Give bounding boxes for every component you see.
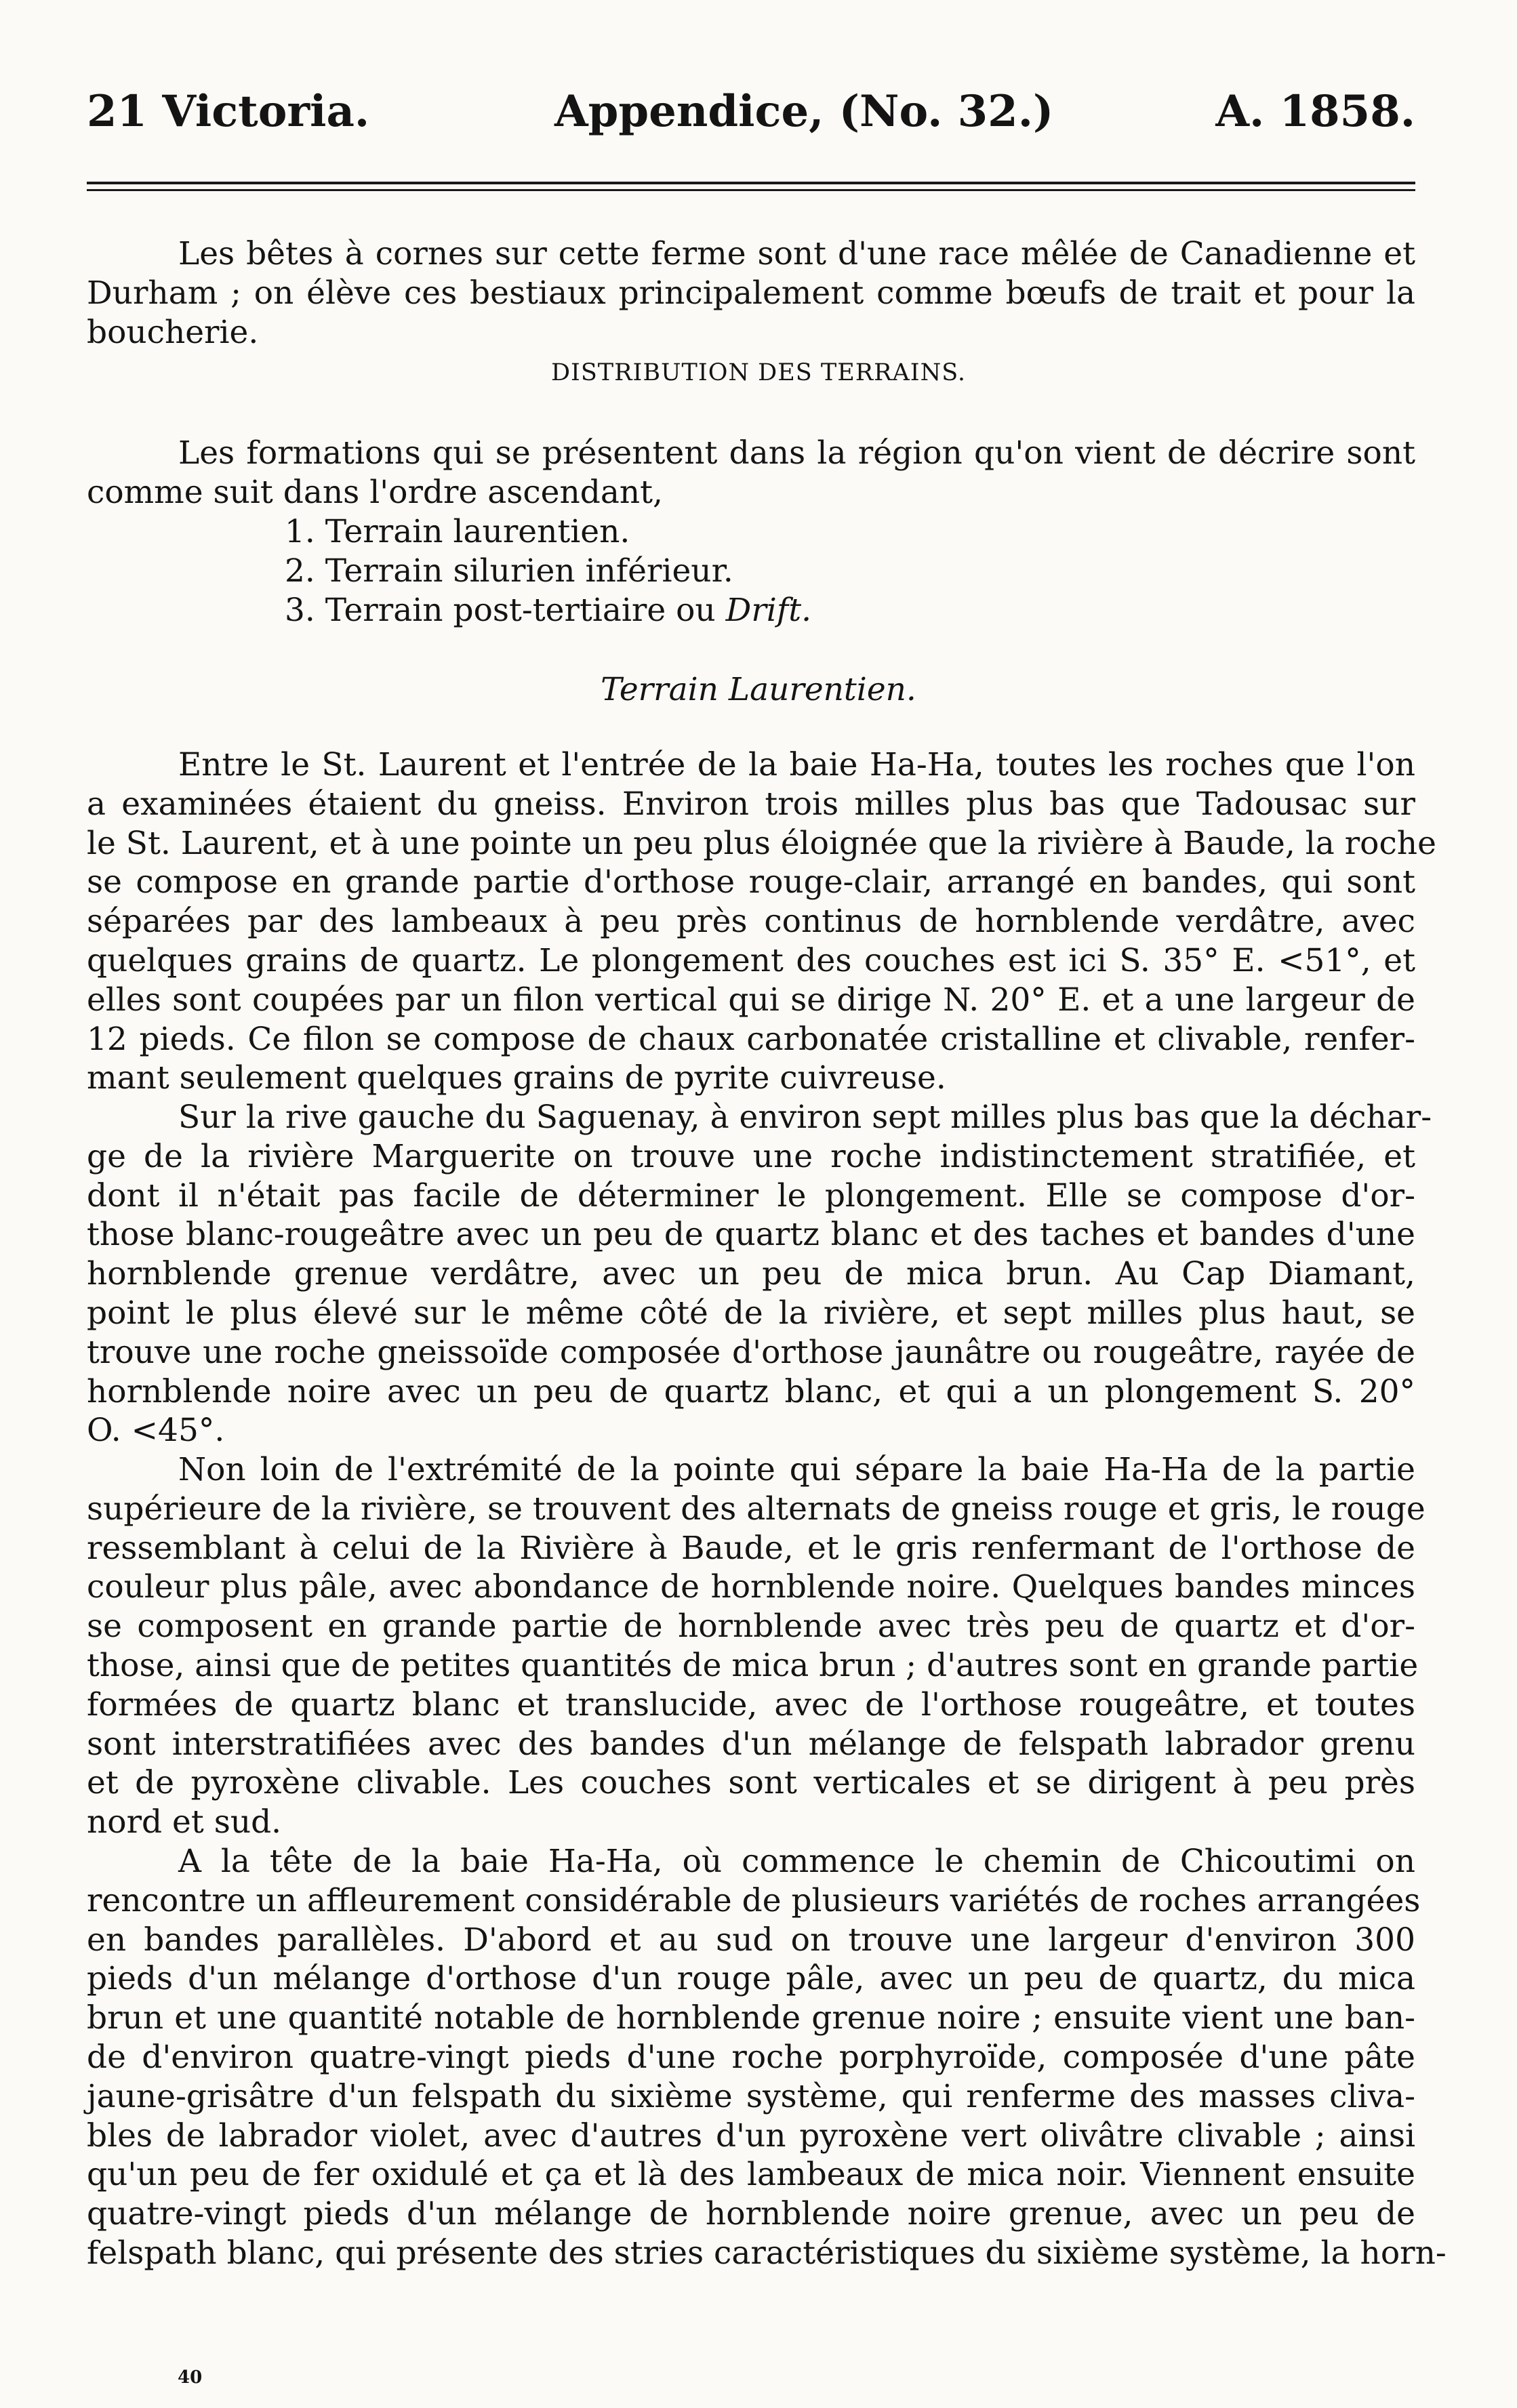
text-line: Durham ; on élève ces bestiaux principalement comme bœufs de trait et pour la	[87, 274, 1415, 312]
page-number: 40	[178, 2367, 203, 2388]
intro-paragraph	[87, 234, 1415, 352]
list-item: 1. Terrain laurentien.	[285, 513, 630, 550]
header-rule-bottom	[87, 189, 1415, 191]
text-line: et de pyroxène clivable. Les couches sont verticales et se dirigent à peu près	[87, 1764, 1415, 1802]
header-rule-top	[87, 182, 1415, 184]
distribution-heading: DISTRIBUTION DES TERRAINS.	[550, 359, 967, 386]
page-header	[87, 81, 1415, 142]
text-line: sont interstratifiées avec des bandes d'un mélange de felspath labrador grenu	[87, 1725, 1415, 1763]
text-line: boucherie.	[87, 313, 259, 351]
text-line: jaune-grisâtre d'un felspath du sixième système, qui renferme des masses cliva-	[87, 2077, 1415, 2115]
text-line: comme suit dans l'ordre ascendant,	[87, 473, 663, 511]
text-line: ge de la rivière Marguerite on trouve une roche indistinctement stratifiée, et	[87, 1137, 1415, 1175]
text-line: séparées par des lambeaux à peu près continus de hornblende verdâtre, avec	[87, 903, 1415, 941]
text-line: trouve une roche gneissoïde composée d'orthose jaunâtre ou rougeâtre, rayée de	[87, 1333, 1415, 1371]
header-appendix: Appendice, (No. 32.)	[554, 86, 1054, 137]
text-line: bles de labrador violet, avec d'autres d'un pyroxène vert olivâtre clivable ; ainsi	[87, 2117, 1415, 2155]
text-line: Les bêtes à cornes sur cette ferme sont d'une race mêlée de Canadienne et	[178, 235, 1415, 272]
text-line: couleur plus pâle, avec abondance de hornblende noire. Quelques bandes minces	[87, 1568, 1415, 1606]
text-line: 12 pieds. Ce filon se compose de chaux carbonatée cristalline et clivable, renfer-	[87, 1020, 1415, 1058]
paragraph-1	[87, 746, 1436, 1098]
text-line: nord et sud.	[87, 1803, 282, 1841]
text-line: quelques grains de quartz. Le plongement des couches est ici S. 35° E. <51°, et	[87, 941, 1415, 979]
drift-word: Drift.	[725, 591, 812, 629]
text-line: quatre-vingt pieds d'un mélange de hornblende noire grenue, avec un peu de	[87, 2195, 1415, 2233]
text-line: brun et une quantité notable de hornblende grenue noire ; ensuite vient une ban-	[87, 1999, 1415, 2037]
paragraph-3	[87, 1450, 1425, 1842]
text-line: mant seulement quelques grains de pyrite cuivreuse.	[87, 1059, 946, 1097]
text-line: Non loin de l'extrémité de la pointe qui sépare la baie Ha-Ha de la partie	[178, 1451, 1415, 1488]
text-line: en bandes parallèles. D'abord et au sud on trouve une largeur d'environ 300	[87, 1921, 1415, 1959]
text-line: point le plus élevé sur le même côté de la rivière, et sept milles plus haut, se	[87, 1294, 1415, 1332]
text-line: pieds d'un mélange d'orthose d'un rouge pâle, avec un peu de quartz, du mica	[87, 1960, 1415, 1998]
list-item: 2. Terrain silurien inférieur.	[285, 552, 733, 590]
paragraph-4	[87, 1842, 1447, 2273]
text-line: those blanc-rougeâtre avec un peu de quartz blanc et des taches et bandes d'une	[87, 1216, 1415, 1254]
text-line: elles sont coupées par un filon vertical qui se dirige N. 20° E. et a une largeur de	[87, 981, 1415, 1019]
text-line: ressemblant à celui de la Rivière à Baude, et le gris renfermant de l'orthose de	[87, 1529, 1415, 1567]
section-title: Terrain Laurentien.	[601, 671, 916, 708]
text-line: Sur la rive gauche du Saguenay, à environ sept milles plus bas que la déchar-	[178, 1099, 1432, 1136]
text-line: Les formations qui se présentent dans la région qu'on vient de décrire sont	[178, 434, 1415, 472]
text-line: dont il n'était pas facile de déterminer le plongement. Elle se compose d'or-	[87, 1177, 1415, 1215]
text-line: de d'environ quatre-vingt pieds d'une roche porphyroïde, composée d'une pâte	[87, 2038, 1415, 2076]
text-line: qu'un peu de fer oxidulé et ça et là des lambeaux de mica noir. Viennent ensuite	[87, 2156, 1415, 2194]
formations-list	[285, 512, 811, 630]
text-line: felspath blanc, qui présente des stries caractéristiques du sixième système, la horn-	[87, 2234, 1447, 2272]
text-line: se compose en grande partie d'orthose rouge-clair, arrangé en bandes, qui sont	[87, 863, 1415, 901]
formations-paragraph	[87, 434, 1415, 512]
header-year: A. 1858.	[1215, 86, 1415, 137]
text-line: Entre le St. Laurent et l'entrée de la baie Ha-Ha, toutes les roches que l'on	[178, 746, 1415, 783]
header-volume: 21 Victoria.	[87, 86, 370, 137]
text-line: hornblende grenue verdâtre, avec un peu de mica brun. Au Cap Diamant,	[87, 1255, 1415, 1293]
list-item	[285, 591, 811, 630]
header-rule	[87, 182, 1415, 196]
text-line: formées de quartz blanc et translucide, avec de l'orthose rougeâtre, et toutes	[87, 1686, 1415, 1723]
text-line: supérieure de la rivière, se trouvent des alternats de gneiss rouge et gris, le rouge	[87, 1490, 1425, 1528]
paragraph-2	[87, 1098, 1432, 1450]
text-line: hornblende noire avec un peu de quartz blanc, et qui a un plongement S. 20°	[87, 1372, 1415, 1410]
text-line: rencontre un affleurement considérable de plusieurs variétés de roches arrangées	[87, 1881, 1421, 1919]
text-line: those, ainsi que de petites quantités de mica brun ; d'autres sont en grande partie	[87, 1646, 1419, 1684]
text-line: le St. Laurent, et à une pointe un peu plus éloignée que la rivière à Baude, la roche	[87, 824, 1436, 862]
text-line: a examinées étaient du gneiss. Environ trois milles plus bas que Tadousac sur	[87, 785, 1415, 823]
text-line: A la tête de la baie Ha-Ha, où commence le chemin de Chicoutimi on	[178, 1843, 1415, 1880]
list-item-text: 3. Terrain post-tertiaire ou	[285, 591, 726, 629]
text-line: O. <45°.	[87, 1412, 225, 1450]
text-line: se composent en grande partie de hornblende avec très peu de quartz et d'or-	[87, 1608, 1415, 1646]
